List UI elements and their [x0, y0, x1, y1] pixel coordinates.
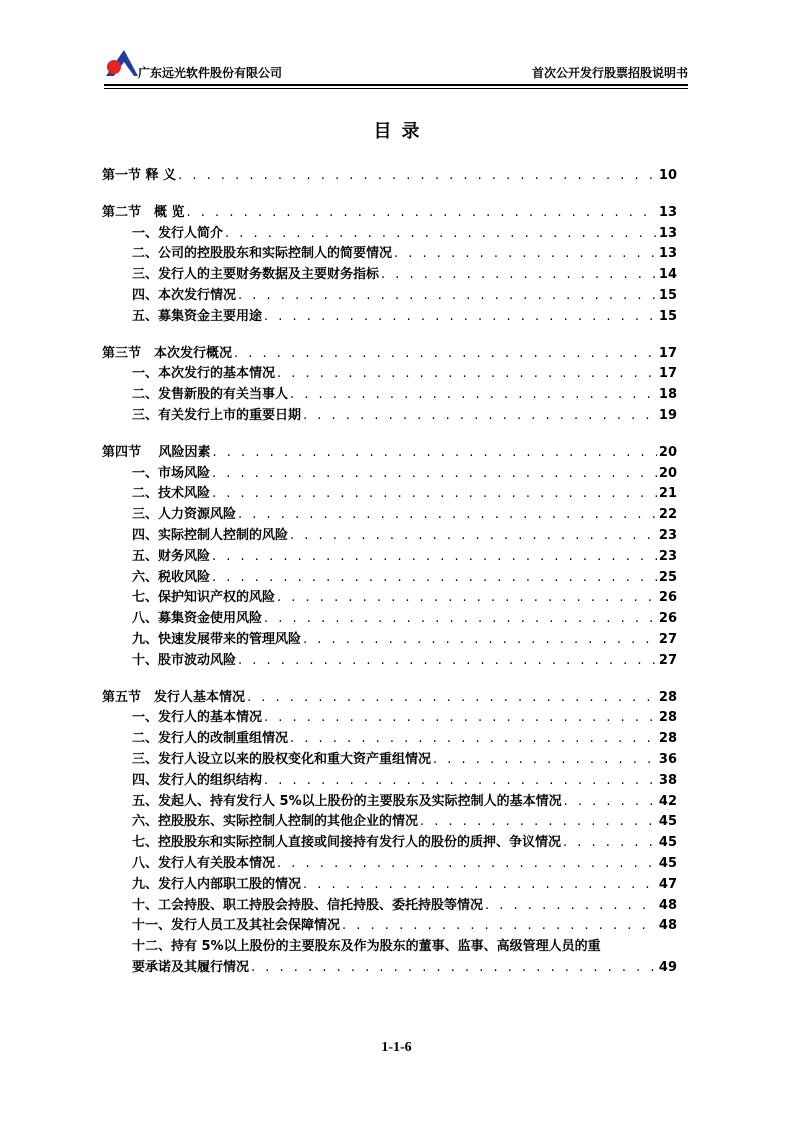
dot-leader	[251, 960, 657, 975]
header-rule-thin	[104, 88, 688, 89]
toc-subentry-page: 38	[658, 772, 677, 788]
toc-subentry-page: 48	[658, 918, 677, 934]
company-logo-icon	[104, 48, 140, 78]
toc-subentry-label: 六、税收风险	[132, 569, 211, 585]
toc-subentry-page: 19	[658, 407, 677, 423]
toc-subentry[interactable]	[102, 586, 677, 607]
dot-leader	[212, 570, 657, 585]
toc-subentry[interactable]	[102, 566, 677, 587]
toc-subentry[interactable]	[102, 628, 677, 649]
dot-leader	[433, 752, 657, 767]
toc-entry-label: 第五节 发行人基本情况	[102, 689, 246, 705]
dot-leader	[381, 267, 657, 282]
toc-subentry[interactable]	[102, 706, 677, 727]
dot-leader	[178, 168, 657, 183]
toc-subentry-label: 五、募集资金主要用途	[132, 308, 263, 324]
toc-entry-page: 17	[658, 345, 677, 361]
toc-subentry-label: 二、发行人的改制重组情况	[132, 731, 289, 747]
toc-section-1	[102, 164, 677, 185]
toc-subentry-label-line1: 十二、持有 5%以上股份的主要股东及作为股东的董事、监事、高级管理人员的重	[132, 939, 601, 955]
toc-subentry-label: 五、发起人、持有发行人 5%以上股份的主要股东及实际控制人的基本情况	[132, 793, 562, 809]
toc-subentry[interactable]	[102, 503, 677, 524]
dot-leader	[264, 773, 657, 788]
toc-subentry-label: 一、市场风险	[132, 465, 211, 481]
toc-subentry[interactable]	[102, 222, 677, 243]
toc-subentry-page: 22	[658, 507, 677, 523]
toc-subentry-label: 一、发行人的基本情况	[132, 710, 263, 726]
toc-subentry-page: 26	[658, 611, 677, 627]
toc-entry-page: 10	[658, 168, 677, 183]
dot-leader	[225, 226, 657, 241]
toc-subentry-label: 七、保护知识产权的风险	[132, 590, 276, 606]
toc-subentry[interactable]	[102, 545, 677, 566]
toc-entry[interactable]	[102, 342, 677, 363]
toc-subentry-label: 二、技术风险	[132, 486, 211, 502]
dot-leader	[277, 590, 657, 605]
toc-subentry-page: 36	[658, 751, 677, 767]
toc-subentry[interactable]	[102, 263, 677, 284]
toc-subentry-page: 15	[658, 287, 677, 303]
toc-subentry-label: 九、快速发展带来的管理风险	[132, 631, 302, 647]
toc-section-3	[102, 342, 677, 425]
toc-entry[interactable]	[102, 201, 677, 222]
toc-subentry-label: 三、有关发行上市的重要日期	[132, 407, 302, 423]
toc-subentry-page: 28	[658, 710, 677, 726]
toc-subentry[interactable]	[102, 727, 677, 748]
toc-subentry[interactable]	[102, 748, 677, 769]
toc-subentry[interactable]	[102, 607, 677, 628]
toc-subentry-label: 四、发行人的组织结构	[132, 772, 263, 788]
toc-subentry-label: 八、发行人有关股本情况	[132, 855, 276, 871]
toc-entry-label: 第四节 风险因素	[102, 444, 211, 460]
dot-leader	[212, 466, 657, 481]
toc-subentry-label: 六、控股股东、实际控制人控制的其他企业的情况	[132, 814, 419, 830]
toc-subentry[interactable]	[102, 305, 677, 326]
toc-subentry-page: 15	[658, 308, 677, 324]
toc-subentry-page: 23	[658, 548, 677, 564]
toc-subentry-label: 十一、发行人员工及其社会保障情况	[132, 918, 341, 934]
toc-section-5	[102, 686, 677, 977]
toc-subentry-page: 13	[658, 246, 677, 262]
toc-subentry-label: 十、股市波动风险	[132, 652, 237, 668]
dot-leader	[277, 856, 657, 871]
dot-leader	[290, 528, 657, 543]
dot-leader	[564, 794, 657, 809]
toc-entry-label: 第三节 本次发行概况	[102, 345, 233, 361]
toc-subentry-page: 21	[658, 486, 677, 502]
toc-subentry-page: 23	[658, 527, 677, 543]
toc-entry[interactable]	[102, 686, 677, 707]
toc-entry-page: 13	[658, 204, 677, 220]
company-name: 广东远光软件股份有限公司	[138, 66, 283, 80]
toc-subentry-label: 一、发行人简介	[132, 225, 224, 241]
toc-entry-page: 20	[658, 444, 677, 460]
dot-leader	[213, 445, 657, 460]
toc-subentry[interactable]	[102, 404, 677, 425]
dot-leader	[563, 835, 657, 850]
dot-leader	[303, 877, 657, 892]
toc-subentry-label: 二、公司的控股股东和实际控制人的简要情况	[132, 246, 393, 262]
toc-subentry-page: 18	[658, 387, 677, 403]
dot-leader	[303, 408, 657, 423]
toc-subentry-page: 45	[658, 814, 677, 830]
toc-subentry-label-line2: 要承诺及其履行情况	[132, 959, 250, 975]
toc-subentry-page: 25	[658, 569, 677, 585]
toc-subentry[interactable]	[102, 852, 677, 873]
dot-leader	[238, 507, 657, 522]
toc-section-4	[102, 441, 677, 670]
page-header	[104, 44, 688, 84]
toc-subentry[interactable]	[102, 894, 677, 915]
toc-subentry-page: 27	[658, 631, 677, 647]
toc-subentry[interactable]	[102, 524, 677, 545]
toc-subentry[interactable]	[102, 810, 677, 831]
toc-subentry[interactable]	[102, 383, 677, 404]
dot-leader	[394, 246, 657, 261]
toc-section-2	[102, 201, 677, 326]
toc-subentry-page: 28	[658, 731, 677, 747]
toc-subentry-page: 49	[658, 959, 677, 975]
toc-subentry-label: 八、募集资金使用风险	[132, 611, 263, 627]
toc-subentry-page: 45	[658, 835, 677, 851]
toc-subentry[interactable]	[102, 362, 677, 383]
dot-leader	[212, 549, 657, 564]
toc-subentry-label: 一、本次发行的基本情况	[132, 366, 276, 382]
toc-subentry[interactable]	[102, 769, 677, 790]
dot-leader	[238, 288, 657, 303]
toc-entry-label: 第二节 概 览	[102, 204, 185, 220]
dot-leader	[264, 611, 657, 626]
toc-subentry[interactable]	[102, 482, 677, 503]
toc-title: 目录	[373, 121, 430, 142]
table-of-contents	[102, 164, 677, 993]
dot-leader	[247, 690, 657, 705]
dot-leader	[277, 366, 657, 381]
dot-leader	[264, 710, 657, 725]
dot-leader	[303, 632, 657, 647]
toc-subentry[interactable]	[102, 462, 677, 483]
dot-leader	[290, 387, 657, 402]
dot-leader	[212, 486, 657, 501]
dot-leader	[485, 898, 657, 913]
dot-leader	[342, 918, 657, 933]
toc-entry-label: 第一节 释 义	[102, 168, 177, 183]
toc-subentry-label: 三、发行人设立以来的股权变化和重大资产重组情况	[132, 751, 432, 767]
toc-subentry-page: 26	[658, 590, 677, 606]
dot-leader	[264, 309, 657, 324]
toc-subentry[interactable]	[102, 873, 677, 894]
dot-leader	[234, 346, 657, 361]
toc-subentry-label: 五、财务风险	[132, 548, 211, 564]
toc-subentry-label: 七、控股股东和实际控制人直接或间接持有发行人的股份的质押、争议情况	[132, 835, 562, 851]
toc-subentry-label: 九、发行人内部职工股的情况	[132, 876, 302, 892]
document-title: 首次公开发行股票招股说明书	[531, 66, 688, 80]
toc-subentry[interactable]	[102, 284, 677, 305]
toc-subentry-page: 14	[658, 267, 677, 283]
toc-subentry-wrapped[interactable]	[102, 935, 677, 977]
toc-subentry-label: 四、本次发行情况	[132, 287, 237, 303]
toc-subentry-label: 十、工会持股、职工持股会持股、信托持股、委托持股等情况	[132, 897, 484, 913]
toc-subentry-page: 20	[658, 465, 677, 481]
toc-subentry-page: 17	[658, 366, 677, 382]
header-rule	[104, 84, 688, 86]
toc-subentry[interactable]	[102, 914, 677, 935]
toc-subentry-label: 三、发行人的主要财务数据及主要财务指标	[132, 267, 380, 283]
toc-subentry-label: 三、人力资源风险	[132, 507, 237, 523]
dot-leader	[238, 653, 657, 668]
toc-subentry[interactable]	[102, 649, 677, 670]
toc-subentry-page: 47	[658, 876, 677, 892]
toc-subentry[interactable]	[102, 790, 677, 811]
toc-subentry-label-line2-row	[132, 956, 677, 977]
dot-leader	[187, 205, 657, 220]
toc-subentry-page: 48	[658, 897, 677, 913]
toc-subentry-page: 42	[658, 793, 677, 809]
toc-subentry-page: 13	[658, 225, 677, 241]
toc-subentry-label: 四、实际控制人控制的风险	[132, 527, 289, 543]
toc-entry[interactable]	[102, 164, 677, 185]
toc-subentry[interactable]	[102, 242, 677, 263]
dot-leader	[290, 731, 657, 746]
toc-entry[interactable]	[102, 441, 677, 462]
toc-subentry-page: 45	[658, 855, 677, 871]
toc-entry-page: 28	[658, 689, 677, 705]
toc-subentry-page: 27	[658, 652, 677, 668]
toc-subentry[interactable]	[102, 831, 677, 852]
page-number: 1-1-6	[381, 1040, 412, 1055]
dot-leader	[420, 814, 657, 829]
toc-subentry-label: 二、发售新股的有关当事人	[132, 387, 289, 403]
